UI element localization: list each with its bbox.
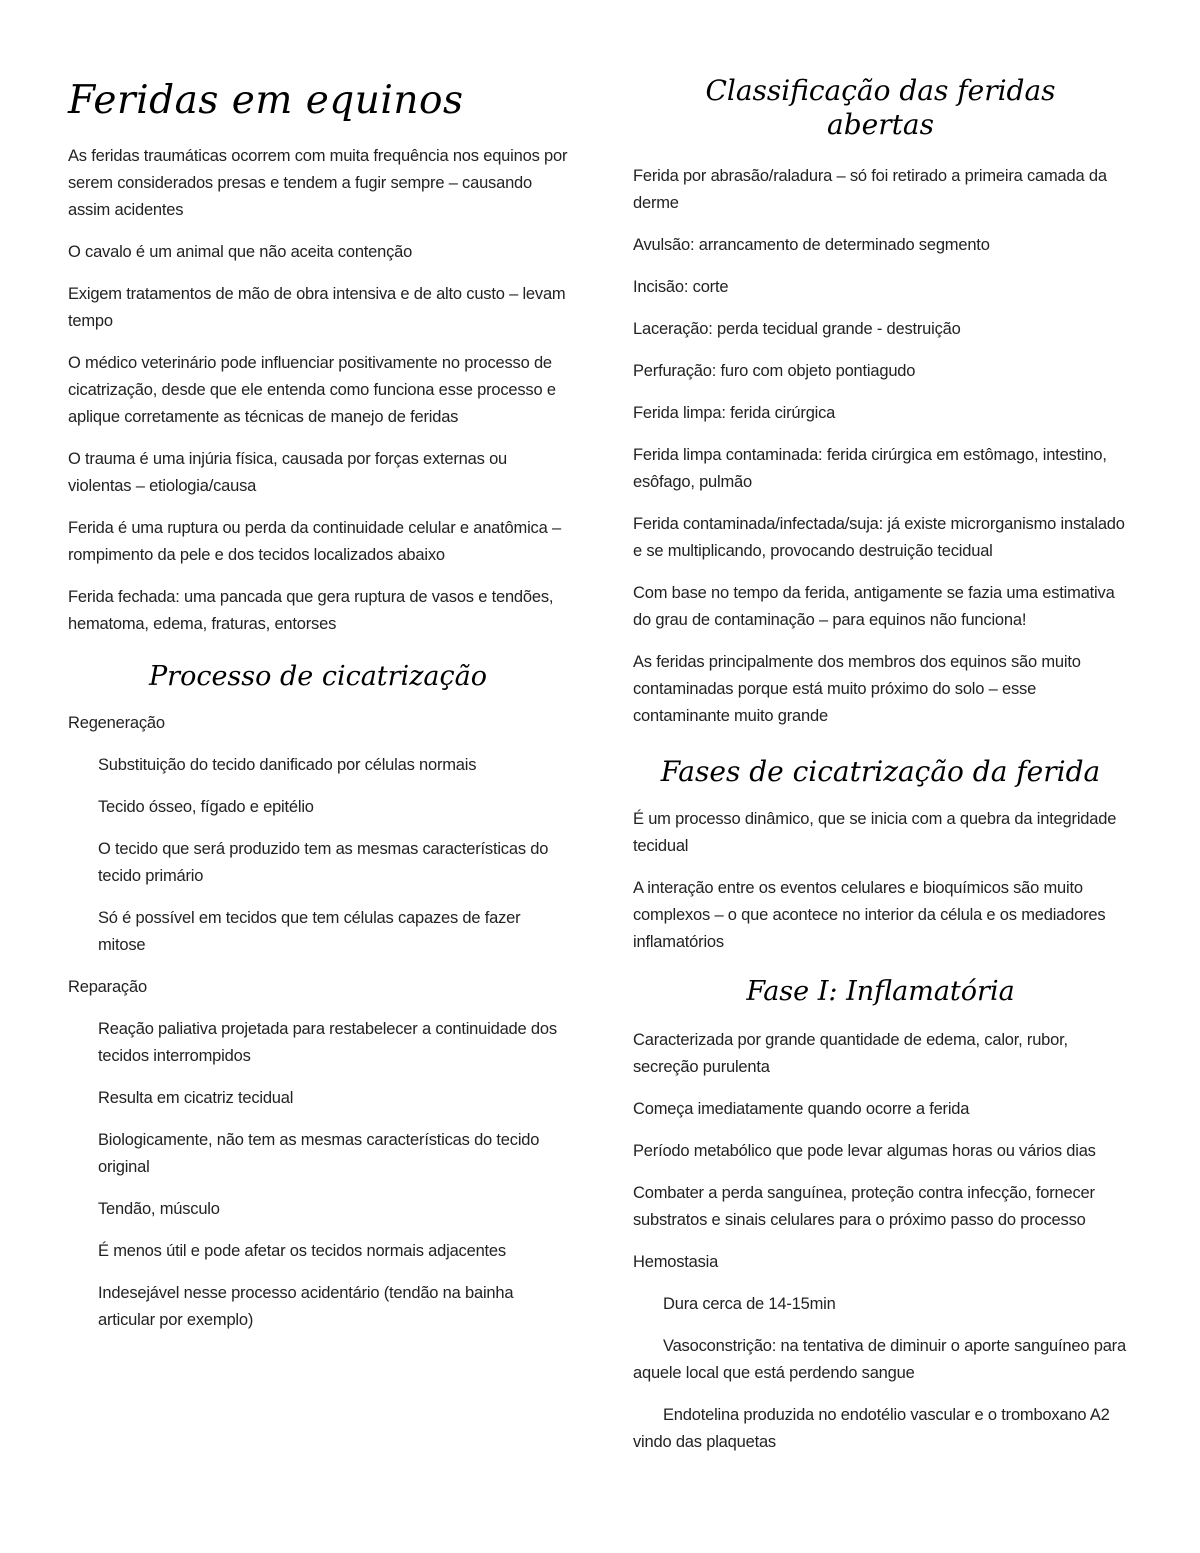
list-item: Biologicamente, não tem as mesmas características do tecido original [98,1131,540,1176]
phases-section [633,806,1128,956]
paragraph: Ferida fechada: uma pancada que gera ruptura de vasos e tendões, hematoma, edema, fraturas, entorses [68,588,554,633]
paragraph: As feridas traumáticas ocorrem com muita frequência nos equinos por serem considerados presas e tendem a fugir sempre – causando assim acidentes [68,147,568,219]
paragraph: Incisão: corte [633,278,729,296]
list-item: Reparação [68,978,147,996]
paragraph: O médico veterinário pode influenciar positivamente no processo de cicatrização, desde que ele entenda como funciona esse processo e aplique corretamente as técnicas de manejo de feridas [68,354,556,426]
paragraph: Ferida é uma ruptura ou perda da continuidade celular e anatômica – rompimento da pele e dos tecidos localizados abaixo [68,519,561,564]
list-item: Tecido ósseo, fígado e epitélio [98,798,314,816]
list-item: Começa imediatamente quando ocorre a ferida [633,1100,970,1118]
list-item: Regeneração [68,714,165,732]
paragraph: Ferida contaminada/infectada/suja: já existe microrganismo instalado e se multiplicando, provocando destruição tecidual [633,515,1125,560]
paragraph: Ferida por abrasão/raladura – só foi retirado a primeira camada da derme [633,167,1107,212]
paragraph: O trauma é uma injúria física, causada por forças externas ou violentas – etiologia/causa [68,450,508,495]
list-item: Endotelina produzida no endotélio vascular e o tromboxano A2 vindo das plaquetas [633,1406,1110,1451]
section-title-fase-1: Fase I: Inflamatória [746,976,1015,1007]
list-item: Substituição do tecido danificado por células normais [98,756,477,774]
list-item: Só é possível em tecidos que tem células capazes de fazer mitose [98,909,521,954]
section-title-processo: Processo de cicatrização [149,661,487,692]
paragraph: Exigem tratamentos de mão de obra intensiva e de alto custo – levam tempo [68,285,566,330]
list-item: Período metabólico que pode levar algumas horas ou vários dias [633,1142,1096,1160]
classification-section [633,163,1128,730]
page-title: Feridas em equinos [68,78,464,123]
list-item: Combater a perda sanguínea, proteção contra infecção, fornecer substratos e sinais celulares para o próximo passo do processo [633,1184,1095,1229]
list-item: Resulta em cicatriz tecidual [98,1089,294,1107]
process-section [68,710,568,1334]
paragraph: Com base no tempo da ferida, antigamente se fazia uma estimativa do grau de contaminação – para equinos não funciona! [633,584,1115,629]
paragraph: Laceração: perda tecidual grande - destruição [633,320,961,338]
list-item: Reação paliativa projetada para restabelecer a continuidade dos tecidos interrompidos [98,1020,557,1065]
list-item: Hemostasia [633,1253,719,1271]
paragraph: Ferida limpa: ferida cirúrgica [633,404,836,422]
paragraph: Ferida limpa contaminada: ferida cirúrgica em estômago, intestino, esôfago, pulmão [633,446,1107,491]
list-item: Indesejável nesse processo acidentário (tendão na bainha articular por exemplo) [98,1284,514,1329]
list-item: É menos útil e pode afetar os tecidos normais adjacentes [98,1242,506,1260]
paragraph: O cavalo é um animal que não aceita contenção [68,243,413,261]
list-item: Vasoconstrição: na tentativa de diminuir o aporte sanguíneo para aquele local que está perdendo sangue [633,1337,1126,1382]
intro-section [68,143,568,638]
phase1-section [633,1027,1128,1456]
list-item: Tendão, músculo [98,1200,220,1218]
list-item: Caracterizada por grande quantidade de edema, calor, rubor, secreção purulenta [633,1031,1068,1076]
section-title-classificacao: Classificação das feridas abertas [705,74,1056,141]
paragraph: Avulsão: arrancamento de determinado segmento [633,236,990,254]
list-item: O tecido que será produzido tem as mesmas características do tecido primário [98,840,549,885]
paragraph: As feridas principalmente dos membros dos equinos são muito contaminadas porque está muito próximo do solo – esse contaminante muito grande [633,653,1081,725]
paragraph: Perfuração: furo com objeto pontiagudo [633,362,916,380]
section-title-fases: Fases de cicatrização da ferida [660,755,1101,788]
list-item: Dura cerca de 14-15min [663,1295,836,1313]
paragraph: É um processo dinâmico, que se inicia com a quebra da integridade tecidual [633,810,1117,855]
paragraph: A interação entre os eventos celulares e bioquímicos são muito complexos – o que acontece no interior da célula e os mediadores inflamatórios [633,879,1106,951]
